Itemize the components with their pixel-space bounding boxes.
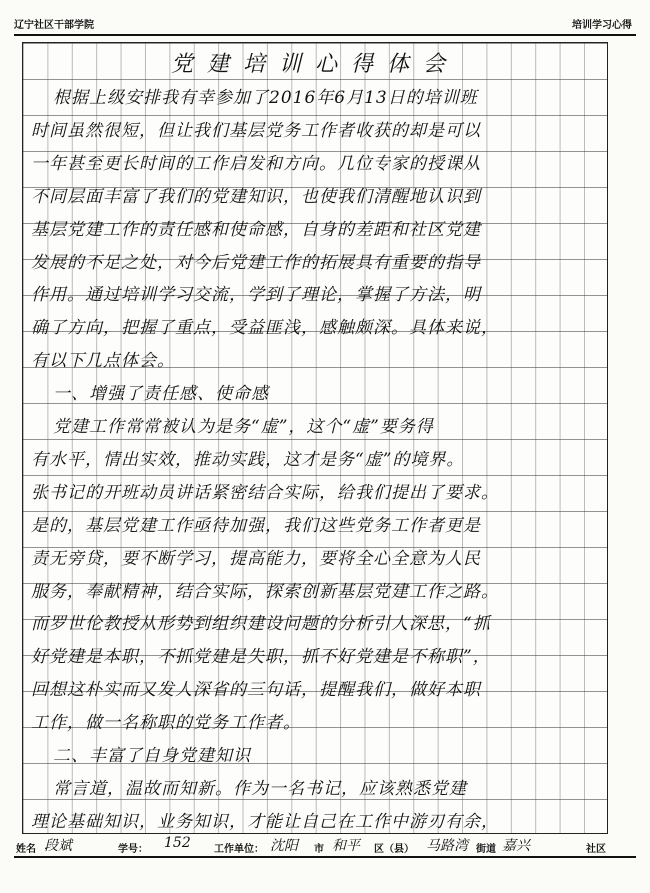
essay-title: 党建培训心得体会 (170, 52, 459, 77)
essay-line: 服务，奉献精神，结合实际，探索创新基层党建工作之路。 (31, 581, 499, 602)
student-info-footer (14, 834, 636, 856)
essay-line: 好党建是本职，不抓党建是失职，抓不好党建是不称职”， (31, 647, 491, 668)
institution-name: 辽宁社区干部学院 (14, 20, 94, 31)
community-value: 嘉兴 (502, 838, 530, 854)
essay-line: 确了方向，把握了重点，受益匪浅，感触颇深。具体来说， (31, 318, 499, 339)
city-label: 市 (314, 844, 324, 855)
essay-line: 是的，基层党建工作亟待加强，我们这些党务工作者更是 (31, 515, 481, 536)
essay-line: 常言道，温故而知新。作为一名书记，应该熟悉党建 (53, 778, 467, 799)
essay-line: 一年甚至更长时间的工作启发和方向。几位专家的授课从 (31, 153, 481, 174)
essay-line: 工作，做一名称职的党务工作者。 (31, 713, 301, 734)
essay-line: 有以下几点体会。 (31, 351, 175, 372)
essay-line: 二、丰富了自身党建知识 (53, 746, 251, 766)
essay-line: 不同层面丰富了我们的党建知识，也使我们清醒地认识到 (31, 186, 481, 207)
essay-line: 而罗世伦教授从形势到组织建设问题的分析引人深思，“抓 (31, 614, 491, 635)
essay-line: 党建工作常常被认为是务“虚”，这个“虚”要务得 (53, 417, 434, 437)
page-header (14, 14, 636, 32)
header-rule (14, 34, 636, 36)
document-category: 培训学习心得 (572, 20, 632, 31)
city-value: 沈阳 (270, 838, 298, 854)
street-label: 街道 (476, 844, 496, 855)
street-value: 马路湾 (426, 838, 468, 854)
essay-line: 回想这朴实而又发人深省的三句话，提醒我们，做好本职 (31, 680, 481, 701)
essay-line: 时间虽然很短，但让我们基层党务工作者收获的却是可以 (31, 120, 481, 141)
footer-rule (14, 856, 636, 858)
district-label: 区（县） (374, 844, 414, 855)
student-id-label: 学号： (118, 844, 148, 855)
essay-line: 一、增强了责任感、使命感 (53, 384, 269, 405)
work-unit-label: 工作单位： (214, 844, 264, 855)
essay-line: 根据上级安排我有幸参加了2016年6月13日的培训班 (53, 88, 478, 108)
essay-line: 作用。通过培训学习交流，学到了理论，掌握了方法，明 (31, 285, 481, 306)
essay-line: 理论基础知识，业务知识，才能让自己在工作中游刃有余， (31, 811, 499, 832)
community-label: 社区 (586, 844, 606, 855)
essay-line: 张书记的开班动员讲话紧密结合实际，给我们提出了要求。 (31, 482, 499, 503)
essay-line: 发展的不足之处，对今后党建工作的拓展具有重要的指导 (31, 252, 481, 273)
district-value: 和平 (332, 838, 360, 854)
essay-line: 责无旁贷，要不断学习，提高能力，要将全心全意为人民 (31, 548, 481, 569)
student-id-value: 152 (164, 835, 191, 851)
writing-sheet (22, 42, 608, 834)
name-value: 段斌 (44, 838, 72, 854)
name-label: 姓名 (16, 844, 36, 855)
essay-line: 有水平，情出实效，推动实践，这才是务“虚”的境界。 (31, 449, 465, 470)
essay-line: 基层党建工作的责任感和使命感，自身的差距和社区党建 (31, 219, 481, 240)
